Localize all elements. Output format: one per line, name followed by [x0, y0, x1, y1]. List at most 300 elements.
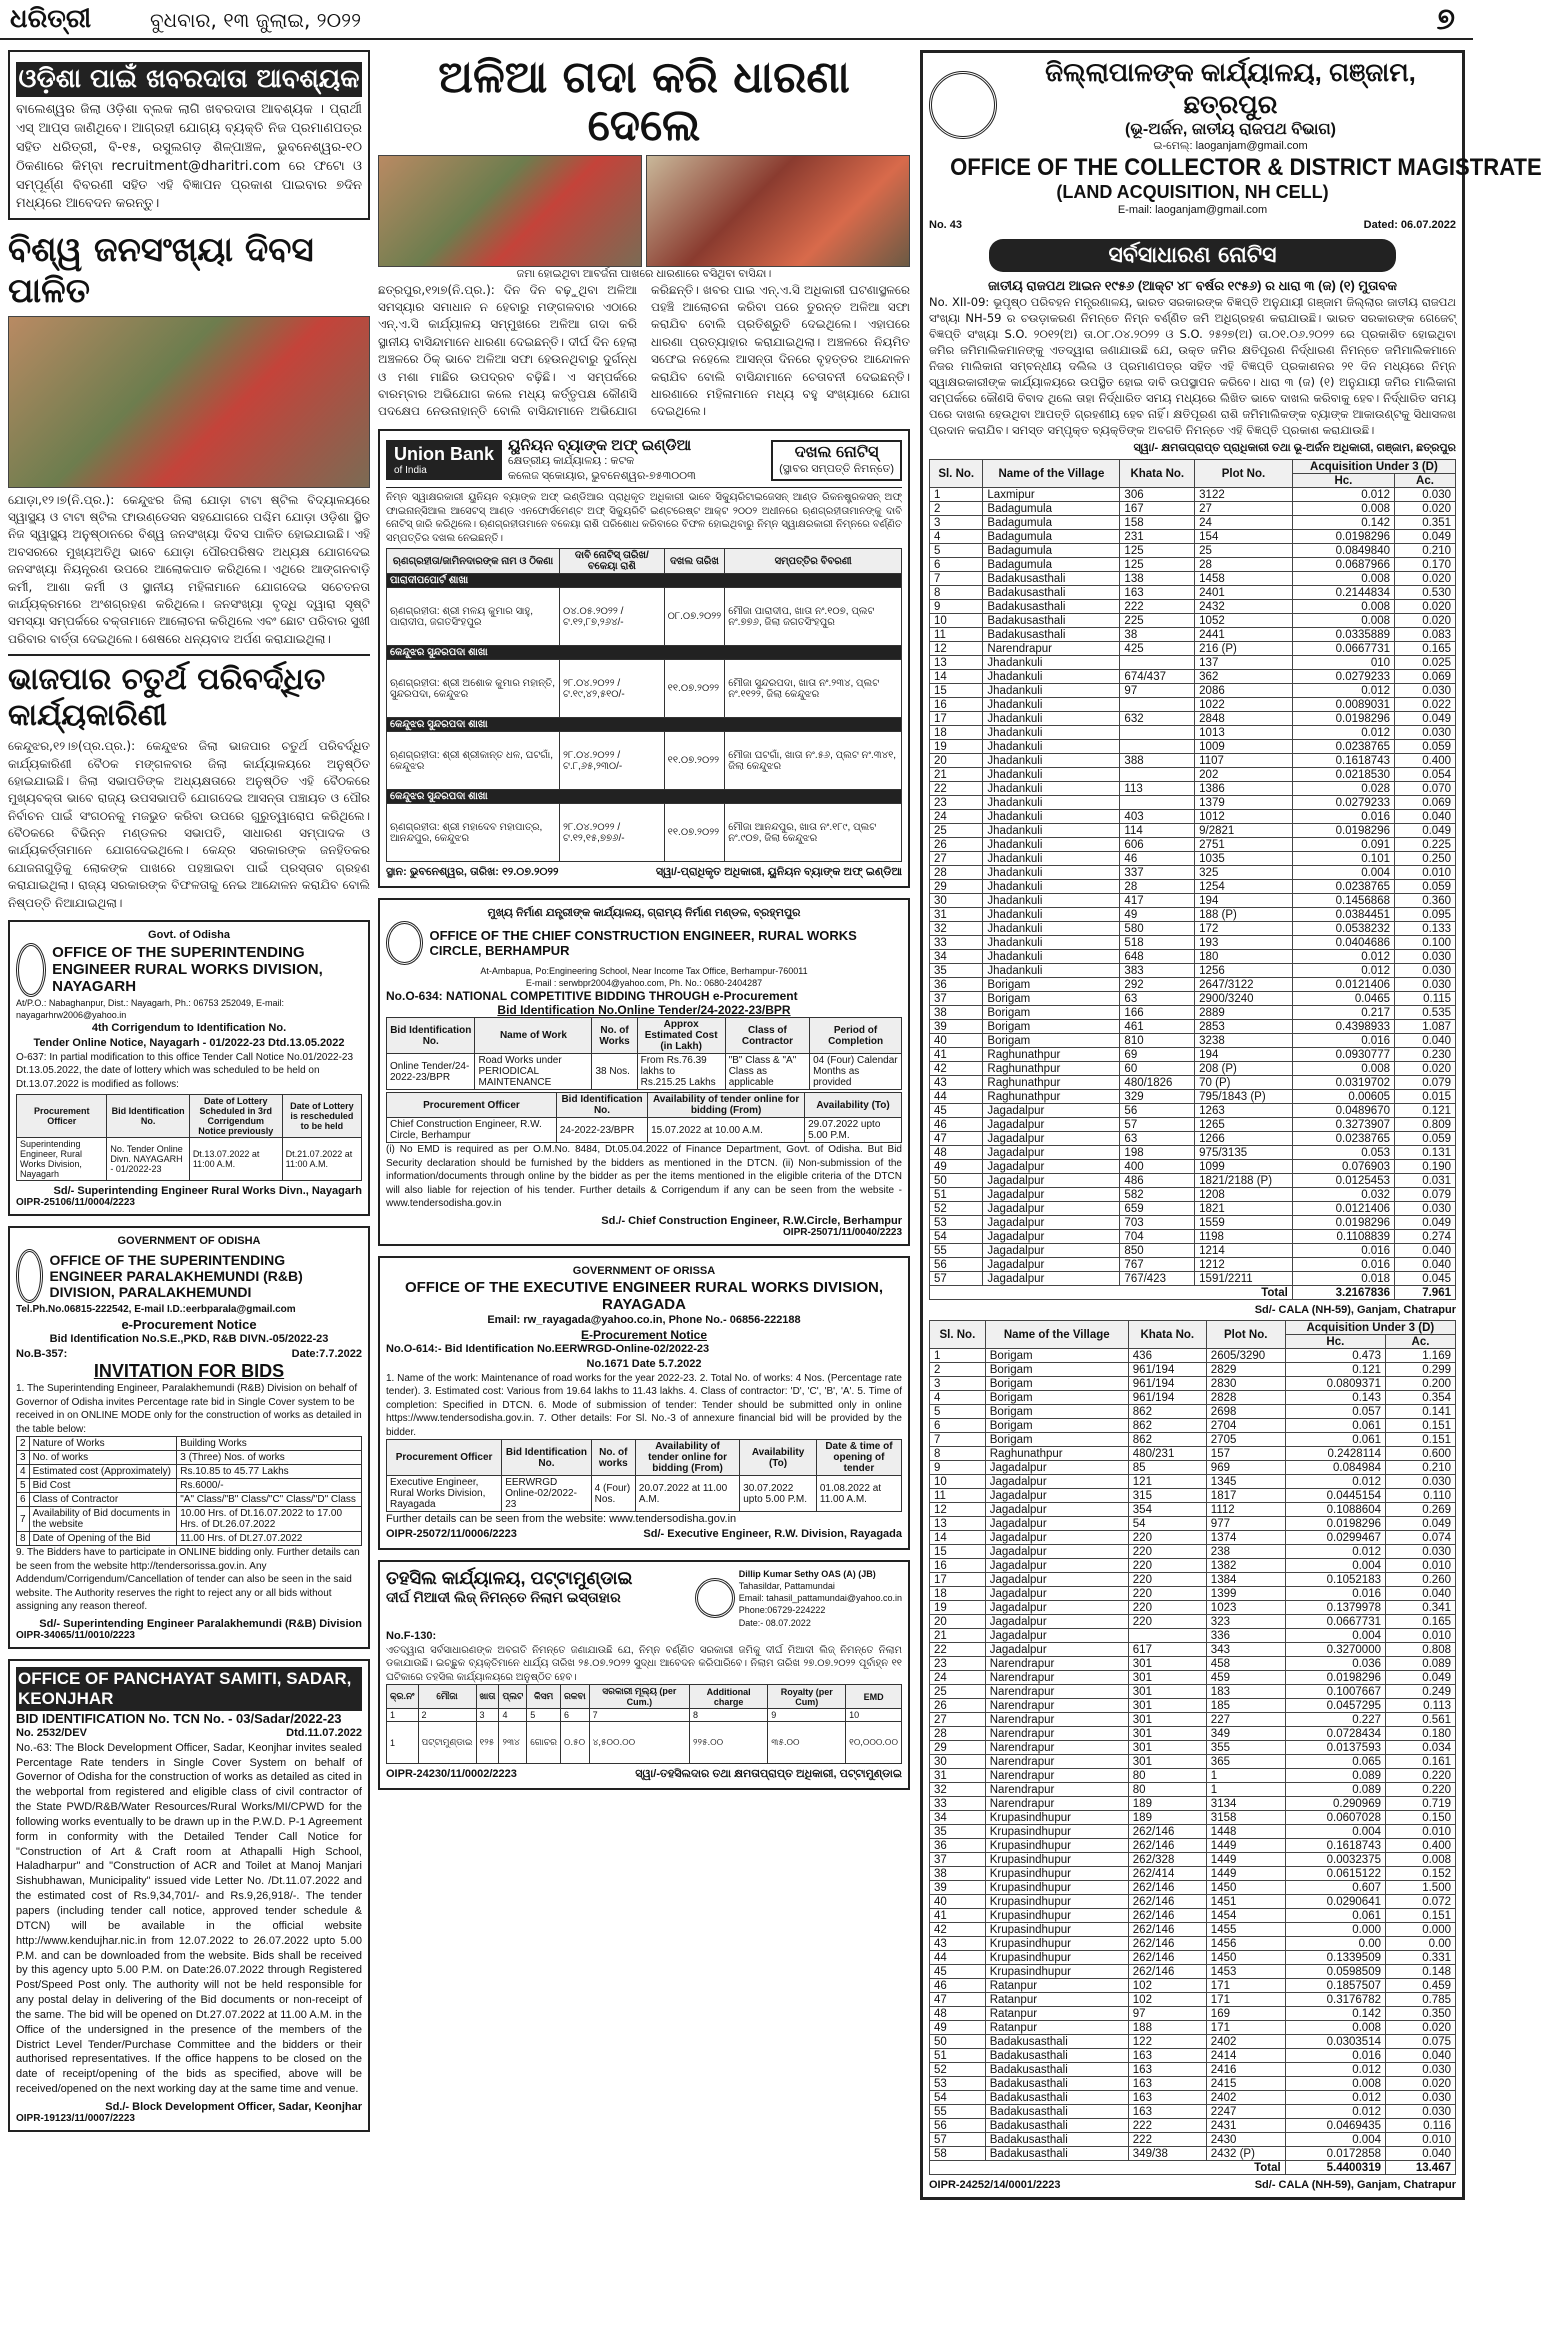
village-cell: 6	[930, 1419, 986, 1433]
village-cell: Jhadankuli	[983, 880, 1120, 894]
village-cell: 325	[1195, 866, 1293, 880]
village-cell: 38	[930, 1006, 983, 1020]
village-row	[930, 2077, 1456, 2091]
village-cell: 2	[930, 1363, 986, 1377]
village-cell: 0.004	[1285, 1629, 1385, 1643]
bpr-td: 15.07.2022 at 10.00 A.M.	[648, 1118, 805, 1143]
village-cell: 961/194	[1128, 1363, 1206, 1377]
village-row	[930, 1769, 1456, 1783]
village-cell: 44	[930, 1090, 983, 1104]
keonjhar-sign: Sd./- Block Development Officer, Sadar, Keonjhar	[105, 2100, 362, 2113]
village-cell: 0.151	[1386, 1909, 1456, 1923]
nayagarh-td: Superintending Engineer, Rural Works Division, Nayagarh	[17, 1138, 107, 1181]
village-cell: 16	[930, 698, 983, 712]
village-cell: 0.008	[1292, 600, 1394, 614]
village-cell: 27	[930, 852, 983, 866]
village-cell: 301	[1128, 1741, 1206, 1755]
pkd-heading: INVITATION FOR BIDS	[93, 1361, 285, 1382]
village-cell: Badakusasthali	[985, 2105, 1128, 2119]
village-cell: 183	[1206, 1685, 1285, 1699]
pkd-td: 8	[17, 1532, 30, 1546]
village-cell: 188 (P)	[1195, 908, 1293, 922]
bpr-th: Procurement Officer	[387, 1093, 557, 1118]
odisha-seal-icon	[695, 1578, 735, 1618]
village-cell: 113	[1120, 782, 1195, 796]
village-cell: Ratanpur	[985, 1993, 1128, 2007]
village-cell: 2889	[1195, 1006, 1293, 1020]
village-cell: Jagadalpur	[985, 1489, 1128, 1503]
village-row	[930, 1587, 1456, 1601]
village-cell: 0.1618743	[1285, 1839, 1385, 1853]
village-cell: 0.230	[1395, 1048, 1456, 1062]
village-cell: 30	[930, 894, 983, 908]
village-cell: 659	[1120, 1202, 1195, 1216]
bpr-th: Name of Work	[475, 1018, 592, 1054]
village-cell: 810	[1120, 1034, 1195, 1048]
village-cell: 0.785	[1386, 1993, 1456, 2007]
village-cell: 0.012	[1292, 488, 1394, 502]
village-cell: 163	[1128, 2077, 1206, 2091]
village-cell: 163	[1128, 2049, 1206, 2063]
village-cell: Borigam	[985, 1419, 1128, 1433]
village-cell: 1453	[1206, 1965, 1285, 1979]
village-cell: 2432	[1195, 600, 1293, 614]
village-cell: Narendrapur	[983, 642, 1120, 656]
village-cell: Borigam	[985, 1391, 1128, 1405]
village-cell: 50	[930, 1174, 983, 1188]
village-cell: 0.121	[1395, 1104, 1456, 1118]
ptm-th: Additional charge	[690, 1685, 768, 1709]
village-row	[930, 1601, 1456, 1615]
village-row	[930, 1993, 1456, 2007]
bpr-th: Bid Identification No.	[556, 1093, 647, 1118]
rgd-td: 20.07.2022 at 11.00 A.M.	[635, 1476, 739, 1512]
village-cell: 35	[930, 1825, 986, 1839]
village-cell: 9	[930, 1461, 986, 1475]
village-cell: 220	[1128, 1531, 1206, 1545]
village-cell: 0.025	[1395, 656, 1456, 670]
odisha-seal-icon	[929, 71, 997, 139]
village-cell	[1120, 796, 1195, 810]
village-total-hc: 5.4400319	[1285, 2161, 1385, 2175]
village-cell: 1099	[1195, 1160, 1293, 1174]
village-cell: 157	[1206, 1447, 1285, 1461]
village-cell: 17	[930, 1573, 986, 1587]
village-cell: 36	[930, 1839, 986, 1853]
rgd-sign: Sd/- Executive Engineer, R.W. Division, Rayagada	[643, 1528, 902, 1541]
village-cell: 262/146	[1128, 1923, 1206, 1937]
village-cell: 0.0319702	[1292, 1076, 1394, 1090]
keonjhar-no: No. 2532/DEV	[16, 1726, 87, 1739]
village-cell: 349/38	[1128, 2147, 1206, 2161]
village-cell: 171	[1206, 1993, 1285, 2007]
village-row	[930, 1349, 1456, 1363]
village-th: Ac.	[1386, 1335, 1456, 1349]
village-cell: 388	[1120, 754, 1195, 768]
village-cell: 21	[930, 1629, 986, 1643]
village-cell: 2705	[1206, 1433, 1285, 1447]
village-row	[930, 964, 1456, 978]
village-cell: Ratanpur	[985, 2021, 1128, 2035]
ptm-td: ୧୦,୦୦୦.୦୦	[846, 1722, 902, 1764]
village-cell: 1449	[1206, 1839, 1285, 1853]
village-cell: 11	[930, 1489, 986, 1503]
village-cell: 1052	[1195, 614, 1293, 628]
village-cell: 0.0238765	[1292, 740, 1394, 754]
union-td: ଋଣଗ୍ରହୀତା: ଶ୍ରୀ ଅଶୋକ କୁମାର ମହାନ୍ତି, ସୁନ୍ଦରପଦା, କେନ୍ଦୁଝର	[387, 660, 560, 718]
village-cell: 172	[1195, 922, 1293, 936]
village-cell: 0.040	[1386, 2049, 1456, 2063]
village-cell: 0.116	[1386, 2119, 1456, 2133]
village-cell: 31	[930, 1769, 986, 1783]
village-cell: 0.0121406	[1292, 1202, 1394, 1216]
village-cell: 19	[930, 1601, 986, 1615]
village-cell: 0.0598509	[1285, 1965, 1385, 1979]
village-cell: 25	[930, 824, 983, 838]
village-cell: 0.012	[1292, 726, 1394, 740]
village-cell: 16	[930, 1559, 986, 1573]
village-cell: 202	[1195, 768, 1293, 782]
village-row	[930, 1699, 1456, 1713]
village-cell: 1455	[1206, 1923, 1285, 1937]
village-cell: 1456	[1206, 1937, 1285, 1951]
village-th: Name of the Village	[985, 1321, 1128, 1349]
village-cell: 193	[1195, 936, 1293, 950]
village-cell: 31	[930, 908, 983, 922]
village-row	[930, 740, 1456, 754]
village-cell: 292	[1120, 978, 1195, 992]
village-cell: 0.121	[1285, 1363, 1385, 1377]
village-cell: 0.020	[1395, 1062, 1456, 1076]
village-cell: 52	[930, 2063, 986, 2077]
village-cell: 0.012	[1285, 1475, 1385, 1489]
page-number: ୭	[1436, 2, 1455, 37]
village-cell: 0.0615122	[1285, 1867, 1385, 1881]
nayagarh-address: At/P.O.: Nabaghanpur, Dist.: Nayagarh, Ph.: 06753 252049, E-mail: nayagarhrw2006@yahoo.in	[16, 997, 284, 1020]
village-cell: Jagadalpur	[983, 1160, 1120, 1174]
village-row	[930, 1559, 1456, 1573]
village-cell: 975/3135	[1195, 1146, 1293, 1160]
village-row	[930, 656, 1456, 670]
village-cell: 0.151	[1386, 1433, 1456, 1447]
village-cell: 20	[930, 1615, 986, 1629]
village-cell: 0.016	[1285, 2049, 1385, 2063]
village-cell: 0.0489670	[1292, 1104, 1394, 1118]
village-row	[930, 1657, 1456, 1671]
village-cell: 2415	[1206, 2077, 1285, 2091]
village-cell: 0.020	[1395, 600, 1456, 614]
union-td: ୦୮.୦୭.୨୦୨୨	[664, 588, 725, 646]
village-cell: 0.250	[1395, 852, 1456, 866]
village-cell: Badagumula	[983, 502, 1120, 516]
pkd-td: 4	[17, 1465, 30, 1479]
village-cell: Jagadalpur	[983, 1188, 1120, 1202]
village-cell: 0.530	[1395, 586, 1456, 600]
village-cell: 0.036	[1285, 1657, 1385, 1671]
village-cell: 969	[1206, 1461, 1285, 1475]
village-th: Plot No.	[1206, 1321, 1285, 1349]
village-cell: 7	[930, 1433, 986, 1447]
rgd-td: 01.08.2022 at 11.00 A.M.	[816, 1476, 901, 1512]
keonjhar-title: OFFICE OF PANCHAYAT SAMITI, SADAR, KEONJHAR	[16, 1667, 362, 1711]
village-cell: 216 (P)	[1195, 642, 1293, 656]
village-row	[930, 782, 1456, 796]
village-cell: 0.165	[1386, 1615, 1456, 1629]
village-cell: 0.260	[1386, 1573, 1456, 1587]
village-cell: 1.500	[1386, 1881, 1456, 1895]
village-cell: 0.1339509	[1285, 1951, 1385, 1965]
village-cell: 0.0198296	[1285, 1671, 1385, 1685]
ptm-officer-role: Tahasildar, Pattamundai	[738, 1581, 835, 1592]
village-cell: 2	[930, 502, 983, 516]
village-cell: 24	[930, 810, 983, 824]
village-row	[930, 1573, 1456, 1587]
village-cell: 138	[1120, 572, 1195, 586]
bpr-no: No.O-634:	[386, 989, 443, 1004]
village-cell: 0.040	[1395, 1034, 1456, 1048]
village-cell: 0.210	[1395, 544, 1456, 558]
village-row	[930, 1951, 1456, 1965]
village-row	[930, 1216, 1456, 1230]
rgd-th: Availability of tender online for bidding (From)	[635, 1440, 739, 1476]
village-cell: 262/146	[1128, 1909, 1206, 1923]
village-row	[930, 1405, 1456, 1419]
ptm-th: ମୌଜା	[418, 1685, 476, 1709]
village-cell: 13	[930, 656, 983, 670]
village-row	[930, 1727, 1456, 1741]
protest-story	[378, 54, 910, 421]
village-cell: 0.0809371	[1285, 1377, 1385, 1391]
village-cell: 43	[930, 1076, 983, 1090]
village-cell: Borigam	[983, 1034, 1120, 1048]
village-cell: 0.040	[1386, 1587, 1456, 1601]
ptm-officer: Dillip Kumar Sethy OAS (A) (JB)	[738, 1568, 876, 1579]
nayagarh-td: Dt.21.07.2022 at 11:00 A.M.	[282, 1138, 361, 1181]
village-cell: 10	[930, 1475, 986, 1489]
village-cell: 0.269	[1386, 1503, 1456, 1517]
village-cell: 0.3176782	[1285, 1993, 1385, 2007]
odisha-seal-icon	[16, 1249, 43, 1303]
village-cell: 0.016	[1292, 1258, 1394, 1272]
village-cell: 34	[930, 1811, 986, 1825]
bpr-th: Availability of tender online for bidding (From)	[648, 1093, 805, 1118]
village-cell: 0.0089031	[1292, 698, 1394, 712]
bpr-td: Road Works under PERIODICAL MAINTENANCE	[475, 1054, 592, 1090]
union-td: ୨୮.୦୪.୨୦୨୨ / ଟ.୧୨,୧୫,୭୭୬/-	[560, 804, 665, 862]
village-cell: 137	[1195, 656, 1293, 670]
village-cell: 0.220	[1386, 1783, 1456, 1797]
village-th: Plot No.	[1195, 460, 1293, 488]
village-cell: 39	[930, 1020, 983, 1034]
village-cell: 15	[930, 1545, 986, 1559]
village-row	[930, 1517, 1456, 1531]
village-cell: 0.225	[1395, 838, 1456, 852]
village-cell: 1382	[1206, 1559, 1285, 1573]
village-cell: 0.133	[1395, 922, 1456, 936]
village-cell: 795/1843 (P)	[1195, 1090, 1293, 1104]
collector-odia-email: ଇ-ମେଲ୍: laoganjam@gmail.com	[1153, 140, 1308, 152]
village-cell: Badakusasthali	[985, 2063, 1128, 2077]
village-cell: 102	[1128, 1979, 1206, 1993]
village-cell: 0.040	[1395, 810, 1456, 824]
village-cell: 2830	[1206, 1377, 1285, 1391]
village-row	[930, 1643, 1456, 1657]
bpr-sign: Sd./- Chief Construction Engineer, R.W.Circle, Berhampur	[601, 1214, 902, 1227]
union-td: ଋଣଗ୍ରହୀତା: ଶ୍ରୀ ଶ୍ରୀକାନ୍ତ ଧଳ, ଘଟଗାଁ, କେନ୍ଦୁଝର	[387, 732, 560, 790]
village-cell: Jagadalpur	[985, 1461, 1128, 1475]
village-row	[930, 1965, 1456, 1979]
village-table-1	[929, 459, 1456, 1300]
village-cell: 349	[1206, 1727, 1285, 1741]
pkd-td: 11.00 Hrs. of Dt.27.07.2022	[177, 1532, 362, 1546]
village-row	[930, 1853, 1456, 1867]
village-cell: 220	[1128, 1615, 1206, 1629]
ptm-no: No.F-130:	[386, 1629, 437, 1642]
village-cell: 0.074	[1386, 1531, 1456, 1545]
village-cell: Badakusasthali	[983, 614, 1120, 628]
village-cell: 37	[930, 992, 983, 1006]
village-cell: 767	[1120, 1258, 1195, 1272]
village-cell: 0.030	[1395, 950, 1456, 964]
village-cell: 862	[1128, 1433, 1206, 1447]
collector-odia-title: ଜିଲ୍ଲାପାଳଙ୍କ କାର୍ଯ୍ୟାଳୟ, ଗଞ୍ଜାମ, ଛତ୍ରପୁର	[1045, 57, 1416, 119]
village-cell: 3134	[1206, 1797, 1285, 1811]
nayagarh-note: O-637: In partial modification to this office Tender Call Notice No.01/2022-23 Dt.13.05.2022, the date of lottery which was scheduled to be held on Dt.13.07.2022 is modified as follows:	[16, 1051, 354, 1090]
union-bank-logo-sub: of India	[394, 465, 427, 477]
village-cell: 0.351	[1395, 516, 1456, 530]
village-cell: 8	[930, 1447, 986, 1461]
pkd-title: OFFICE OF THE SUPERINTENDING ENGINEER PARALAKHEMUNDI (R&B) DIVISION, PARALAKHEMUNDI	[49, 1252, 303, 1301]
village-cell: 0.040	[1395, 1244, 1456, 1258]
village-cell: 45	[930, 1104, 983, 1118]
village-cell: 0.200	[1386, 1377, 1456, 1391]
village-row	[930, 572, 1456, 586]
village-cell: 0.070	[1395, 782, 1456, 796]
village-th: Hc.	[1285, 1335, 1385, 1349]
village-cell: Jagadalpur	[983, 1230, 1120, 1244]
village-cell: Jhadankuli	[983, 698, 1120, 712]
village-cell: 14	[930, 1531, 986, 1545]
village-cell: 767/423	[1120, 1272, 1195, 1286]
village-cell: 222	[1120, 600, 1195, 614]
village-cell: 262/146	[1128, 1825, 1206, 1839]
village-total-ac: 13.467	[1386, 2161, 1456, 2175]
village-row	[930, 712, 1456, 726]
village-total-label: Total	[930, 2161, 1286, 2175]
village-cell: 52	[930, 1202, 983, 1216]
village-cell: 0.2144834	[1292, 586, 1394, 600]
union-td: ୧୧.୦୭.୨୦୨୨	[664, 732, 725, 790]
village-cell: 0.0930777	[1292, 1048, 1394, 1062]
village-cell: 1399	[1206, 1587, 1285, 1601]
village-cell: Krupasindhupur	[985, 1853, 1128, 1867]
village-cell: 11	[930, 628, 983, 642]
village-row	[930, 1174, 1456, 1188]
village-cell: 5	[930, 1405, 986, 1419]
ptm-td: ୩୫.୦୦	[768, 1722, 846, 1764]
village-row	[930, 600, 1456, 614]
village-cell: Raghunathpur	[985, 1447, 1128, 1461]
village-cell: 0.150	[1386, 1811, 1456, 1825]
village-cell: 961/194	[1128, 1377, 1206, 1391]
village-cell: 0.008	[1292, 614, 1394, 628]
village-cell: 0.004	[1285, 2133, 1385, 2147]
village-cell: 27	[1195, 502, 1293, 516]
village-cell	[1120, 768, 1195, 782]
village-cell: 0.274	[1395, 1230, 1456, 1244]
bpr-th: Class of Contractor	[725, 1018, 809, 1054]
village-cell: 0.0728434	[1285, 1727, 1385, 1741]
ptm-th: ରକବା	[560, 1685, 589, 1709]
village-cell: Narendrapur	[985, 1741, 1128, 1755]
village-cell: 0.030	[1395, 978, 1456, 992]
village-row	[930, 1090, 1456, 1104]
village-cell: 97	[1128, 2007, 1206, 2021]
nayagarh-tender	[8, 920, 370, 1216]
village-cell: Krupasindhupur	[985, 1965, 1128, 1979]
village-cell: 0.020	[1395, 502, 1456, 516]
village-cell: 0.00605	[1292, 1090, 1394, 1104]
village-cell: 37	[930, 1853, 986, 1867]
union-bank-office: କ୍ଷେତ୍ରୀୟ କାର୍ଯ୍ୟାଳୟ : କଟକ	[508, 454, 635, 467]
village-cell: 0.054	[1395, 768, 1456, 782]
village-cell: 57	[930, 1272, 983, 1286]
village-row	[930, 1979, 1456, 1993]
village-row	[930, 1461, 1456, 1475]
village-cell: 49	[1120, 908, 1195, 922]
ptm-table	[386, 1684, 902, 1764]
rgd-th: No. of works	[591, 1440, 635, 1476]
village-cell: Narendrapur	[985, 1769, 1128, 1783]
ptm-num: 5	[527, 1709, 561, 1722]
village-cell: 0.142	[1292, 516, 1394, 530]
village-row	[930, 1867, 1456, 1881]
pkd-td: No. of works	[29, 1451, 177, 1465]
village-cell: 1.169	[1386, 1349, 1456, 1363]
village-cell: 262/146	[1128, 1881, 1206, 1895]
nayagarh-ref: OIPR-25106/11/0004/2223	[16, 1197, 135, 1209]
newspaper-brand: ଧରିତ୍ରୀ	[10, 4, 92, 34]
rgd-td: 30.07.2022 upto 5.00 P.M.	[740, 1476, 817, 1512]
bpr-td: 38 Nos.	[592, 1054, 637, 1090]
village-cell: Jagadalpur	[983, 1202, 1120, 1216]
village-cell: 97	[1120, 684, 1195, 698]
village-row	[930, 726, 1456, 740]
village-cell: 0.040	[1386, 2147, 1456, 2161]
village-row	[930, 810, 1456, 824]
village-cell: 185	[1206, 1699, 1285, 1713]
village-cell: 0.0198296	[1285, 1517, 1385, 1531]
village-cell: 0.016	[1292, 1244, 1394, 1258]
village-row	[930, 1545, 1456, 1559]
village-cell: Borigam	[985, 1377, 1128, 1391]
village-cell: Badakusasthali	[985, 2035, 1128, 2049]
village-cell: 0.607	[1285, 1881, 1385, 1895]
village-cell: 0.0125453	[1292, 1174, 1394, 1188]
village-cell: 12	[930, 642, 983, 656]
village-cell: 1107	[1195, 754, 1293, 768]
village-cell: Jhadankuli	[983, 796, 1120, 810]
village-cell: 0.089	[1285, 1769, 1385, 1783]
village-row	[930, 1531, 1456, 1545]
village-cell: 0.459	[1386, 1979, 1456, 1993]
village-cell: 2900/3240	[1195, 992, 1293, 1006]
village-cell	[1120, 656, 1195, 670]
village-cell: 0.020	[1395, 614, 1456, 628]
village-cell: 0.008	[1292, 572, 1394, 586]
village-cell: 0.049	[1386, 1671, 1456, 1685]
village-cell: 480/1826	[1120, 1076, 1195, 1090]
